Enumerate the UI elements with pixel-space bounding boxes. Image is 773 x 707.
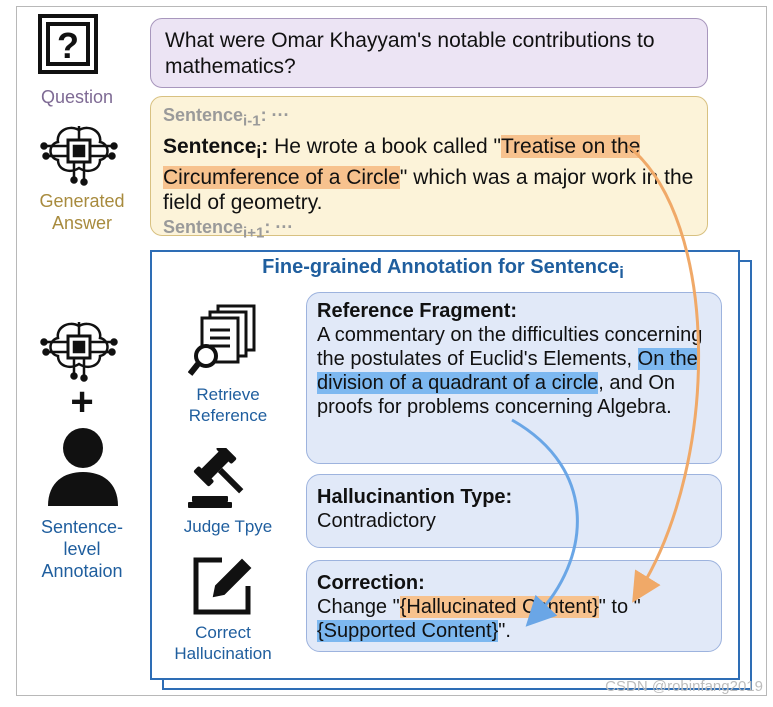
- plus-sign: +: [70, 380, 94, 424]
- generated-answer-label-line1: Generated: [39, 191, 125, 211]
- cur-sentence-colon: :: [261, 134, 269, 158]
- watermark: CSDN @robinfang2019: [605, 678, 763, 695]
- hallucinated-content-tag: {Hallucinated Content}: [399, 596, 599, 618]
- step-correct-line2: Hallucination: [174, 644, 272, 663]
- orange-arrow: [628, 146, 699, 590]
- cur-text-after: " which was a major work in the field of geometry.: [163, 165, 694, 214]
- panel-title-sub: i: [619, 263, 624, 282]
- hallucination-title: Hallucinantion Type:: [317, 486, 513, 508]
- correction-after: ".: [498, 620, 511, 642]
- sentence-level-line3: Annotaion: [41, 561, 123, 581]
- panel-title-text: Fine-grained Annotation for Sentence: [262, 256, 620, 278]
- cur-sentence-sub: i: [256, 141, 262, 162]
- correction-title: Correction:: [317, 572, 425, 594]
- question-label: Question: [40, 87, 114, 107]
- svg-text:?: ?: [57, 25, 79, 66]
- generated-answer-label-line2: Answer: [51, 213, 113, 233]
- sentence-level-line2: level: [63, 539, 101, 559]
- next-sentence-label: Sentence: [163, 216, 244, 237]
- blue-arrow: [512, 420, 577, 616]
- hallucinated-highlight: Treatise on the Circumference of a Circle: [163, 134, 641, 189]
- supported-content-tag: {Supported Content}: [317, 620, 499, 642]
- step-retrieve-line1: Retrieve: [196, 385, 260, 404]
- step-judge-line1: Judge Tpye: [183, 517, 273, 536]
- hallucination-value: Contradictory: [317, 510, 436, 532]
- reference-text-before: A commentary on the difficulties concerning the postulates of Euclid's Elements,: [317, 324, 703, 370]
- next-sentence-sub: i+1: [243, 224, 265, 242]
- reference-title: Reference Fragment:: [317, 300, 518, 322]
- next-sentence-rest: : ···: [264, 216, 294, 237]
- prev-sentence-label: Sentence: [163, 105, 244, 125]
- cur-sentence-label: Sentence: [163, 134, 257, 158]
- prev-sentence-rest: : ···: [260, 105, 290, 125]
- reference-text-after: , and On proofs for problems concerning Algebra.: [317, 372, 675, 418]
- correction-before: Change ": [317, 596, 400, 618]
- step-correct-line1: Correct: [195, 623, 251, 642]
- question-text: What were Omar Khayyam's notable contributions to mathematics?: [165, 29, 655, 78]
- cur-text-before: He wrote a book called ": [268, 134, 501, 158]
- step-retrieve-line2: Reference: [188, 406, 268, 425]
- correction-mid: " to ": [598, 596, 641, 618]
- sentence-level-line1: Sentence-: [40, 517, 124, 537]
- prev-sentence-sub: i-1: [243, 112, 261, 130]
- supported-highlight: On the division of a quadrant of a circle: [317, 348, 698, 394]
